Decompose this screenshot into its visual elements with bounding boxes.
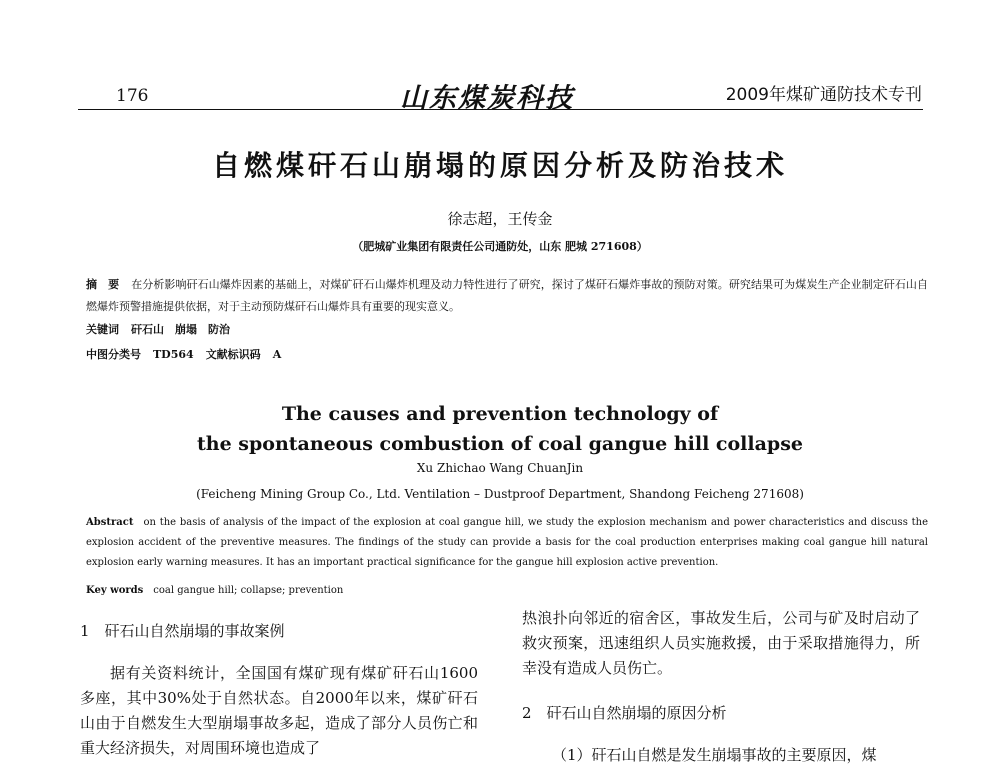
affiliation-chinese: （肥城矿业集团有限责任公司通防处，山东 肥城 271608） [352,240,648,253]
keywords-english [86,585,343,596]
right-column [522,606,920,768]
abstract-chinese [86,274,928,318]
affiliation-english: (Feicheng Mining Group Co., Ltd. Ventilation – Dustproof Department, Shandong Feicheng 271608) [196,487,804,501]
doc-code-label: 文献标识码 [205,348,261,361]
keywords-english-label: Key words [86,585,144,596]
classification-label: 中图分类号 [86,348,141,361]
title-chinese: 自燃煤矸石山崩塌的原因分析及防治技术 [211,149,788,182]
abstract-chinese-text: 在分析影响矸石山爆炸因素的基础上，对煤矿矸石山爆炸机理及动力特性进行了研究，探讨了煤矸石爆炸事故的预防对策。研究结果可为煤炭生产企业制定矸石山自燃爆炸预警措施提供依据，对于主动预防煤矸石山爆炸具有重要的现实意义。 [86,278,928,313]
authors-chinese: 徐志超，王传金 [447,210,553,228]
abstract-chinese-label: 摘 要 [86,278,120,291]
left-column [80,619,478,761]
section2-first-line: （1）矸石山自燃是发生崩塌事故的主要原因，煤 [552,746,877,764]
keywords-chinese-label: 关键词 [86,323,119,336]
title-english-line1: The causes and prevention technology of [281,403,719,425]
title-english-line2: the spontaneous combustion of coal gangue hill collapse [197,433,803,455]
doc-code-value: A [272,348,282,361]
classification-line [86,346,281,362]
keywords-chinese [86,321,230,337]
keywords-chinese-text: 矸石山 崩塌 防治 [131,323,230,336]
abstract-english-text: on the basis of analysis of the impact of the explosion at coal gangue hill, we study the explosion mechanism and power characteristics and discuss the explosion accident of the preventive measures. The findings of the study can provide a basis for the coal production enterprises making coal gangue hill natural explosion early warning measures. It has an important practical significance for the gangue hill explosion active prevention. [86,517,928,568]
classification-value: TD564 [153,348,194,361]
abstract-english-label: Abstract [86,517,134,528]
authors-english: Xu Zhichao Wang ChuanJin [416,461,584,475]
journal-name: 山东煤炭科技 [400,83,574,114]
title-english [0,399,1000,459]
section2-heading: 2 矸石山自然崩塌的原因分析 [522,704,727,722]
section1-heading: 1 矸石山自然崩塌的事故案例 [80,622,285,640]
header-rule [78,109,923,110]
keywords-english-text: coal gangue hill; collapse; prevention [153,585,344,596]
section1-paragraph: 据有关资料统计，全国国有煤矿现有煤矿矸石山1600多座，其中30%处于自然状态。自2000年以来，煤矿矸石山由于自燃发生大型崩塌事故多起，造成了部分人员伤亡和重大经济损失，对周围环境也造成了 [80,664,478,757]
page-number: 176 [116,86,149,106]
section1-continuation: 热浪扑向邻近的宿舍区，事故发生后，公司与矿及时启动了救灾预案，迅速组织人员实施救援，由于采取措施得力，所幸没有造成人员伤亡。 [522,609,920,677]
issue-label: 2009年煤矿通防技术专刊 [725,85,922,105]
abstract-english [86,513,928,573]
